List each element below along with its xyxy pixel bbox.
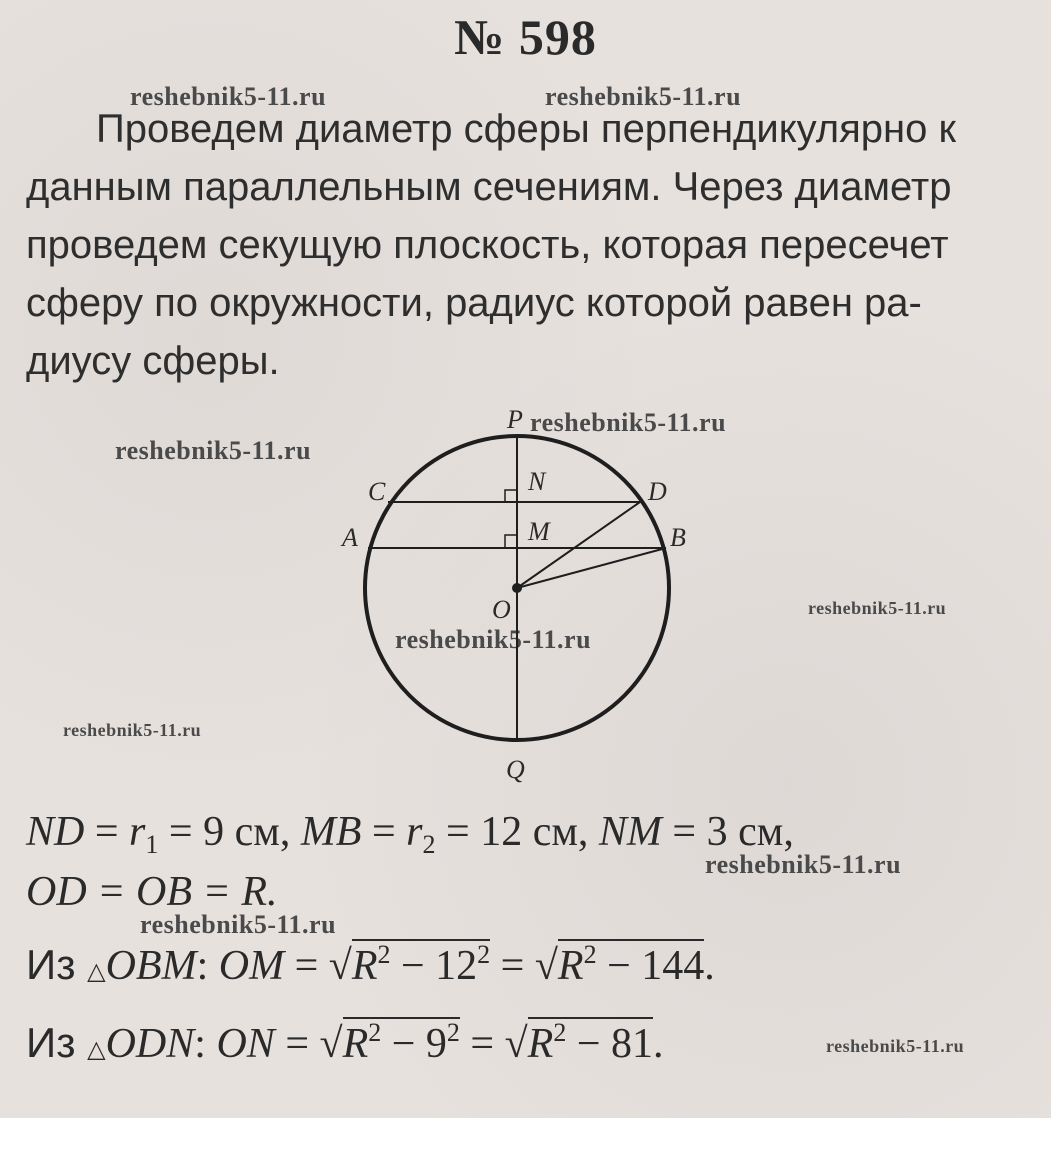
radius-equality: OD = OB = R. xyxy=(26,869,278,915)
exponent: 2 xyxy=(446,1018,460,1047)
term: − 12 xyxy=(390,943,478,989)
point-label-q: Q xyxy=(506,755,525,784)
radicand-2 xyxy=(558,939,704,989)
point-label-m: M xyxy=(528,517,550,546)
watermark: reshebnik5-11.ru xyxy=(130,82,327,111)
value-12cm: = 12 см, xyxy=(435,809,599,855)
exponent: 2 xyxy=(477,940,491,969)
equation-line-2 xyxy=(26,868,278,916)
paragraph-line: сферу по окружности, радиус которой равен ра- xyxy=(26,281,922,325)
point-label-n: N xyxy=(528,467,546,496)
var-r: R xyxy=(527,1021,554,1067)
paragraph-line: данным параллельным сечениям. Через диаметр xyxy=(26,165,952,209)
equals-sqrt: = √ xyxy=(459,1021,528,1067)
exponent: 2 xyxy=(583,940,597,969)
solution-paragraph xyxy=(26,100,1011,390)
sphere-section-diagram xyxy=(330,400,730,800)
watermark: reshebnik5-11.ru xyxy=(140,910,337,939)
colon: : xyxy=(196,943,219,989)
value-9cm: = 9 см, xyxy=(158,809,301,855)
point-label-d: D xyxy=(648,477,667,506)
paragraph-line: Проведем диаметр сферы перпендикулярно к xyxy=(96,107,956,151)
radius-r1: r xyxy=(129,809,146,855)
point-label-p: P xyxy=(507,405,523,434)
exponent: 2 xyxy=(377,940,391,969)
var-r: R xyxy=(351,943,378,989)
segment-nd: ND xyxy=(26,809,85,855)
watermark: reshebnik5-11.ru xyxy=(808,598,947,618)
watermark: reshebnik5-11.ru xyxy=(705,850,902,879)
equals-sign: = xyxy=(361,809,407,855)
colon: : xyxy=(194,1021,217,1067)
segment-mb: MB xyxy=(300,809,362,855)
point-label-c: C xyxy=(368,477,386,506)
right-angle-mark-m xyxy=(505,535,517,548)
watermark: reshebnik5-11.ru xyxy=(115,436,312,465)
prefix-iz: Из xyxy=(26,1019,88,1066)
equation-line-3 xyxy=(26,940,715,990)
triangle-symbol: △ xyxy=(87,959,106,985)
period: . xyxy=(704,943,715,989)
paragraph-line: проведем секущую плоскость, которая пересечет xyxy=(26,223,949,267)
var-r: R xyxy=(557,943,584,989)
segment-nm: NM xyxy=(598,809,662,855)
watermark: reshebnik5-11.ru xyxy=(63,720,202,740)
point-label-b: B xyxy=(670,523,686,552)
triangle-name: ODN xyxy=(105,1021,195,1067)
subscript-1: 1 xyxy=(145,830,159,859)
paragraph-line: диусу сферы. xyxy=(26,339,280,383)
radicand-1 xyxy=(343,1017,460,1067)
radicand-1 xyxy=(352,939,490,989)
equation-line-1 xyxy=(26,808,794,860)
equals-sign: = xyxy=(84,809,130,855)
segment-on: ON xyxy=(216,1021,275,1067)
center-point-o xyxy=(512,583,522,593)
equals-sqrt: = √ xyxy=(274,1021,343,1067)
var-r: R xyxy=(342,1021,369,1067)
value-3cm: = 3 см, xyxy=(661,809,794,855)
term: − 9 xyxy=(381,1021,447,1067)
problem-number: № 598 xyxy=(454,9,597,65)
right-angle-mark-n xyxy=(505,490,517,502)
segment-om: OM xyxy=(218,943,285,989)
watermark: reshebnik5-11.ru xyxy=(826,1036,965,1056)
term: − 144 xyxy=(596,943,705,989)
triangle-name: OBM xyxy=(105,943,197,989)
equals-sqrt: = √ xyxy=(490,943,558,989)
exponent: 2 xyxy=(553,1018,567,1047)
watermark: reshebnik5-11.ru xyxy=(395,625,592,654)
segment-ob xyxy=(517,548,666,588)
term: − 81 xyxy=(566,1021,653,1067)
radicand-2 xyxy=(528,1017,653,1067)
exponent: 2 xyxy=(368,1018,382,1047)
watermark: reshebnik5-11.ru xyxy=(545,82,742,111)
equals-sqrt: = √ xyxy=(284,943,352,989)
subscript-2: 2 xyxy=(422,830,436,859)
prefix-iz: Из xyxy=(26,941,88,988)
point-label-a: A xyxy=(342,523,358,552)
equation-line-4 xyxy=(26,1018,664,1068)
radius-r2: r xyxy=(406,809,423,855)
point-label-o: O xyxy=(492,595,511,624)
triangle-symbol: △ xyxy=(87,1037,106,1063)
period: . xyxy=(653,1021,664,1067)
watermark: reshebnik5-11.ru xyxy=(530,408,727,437)
